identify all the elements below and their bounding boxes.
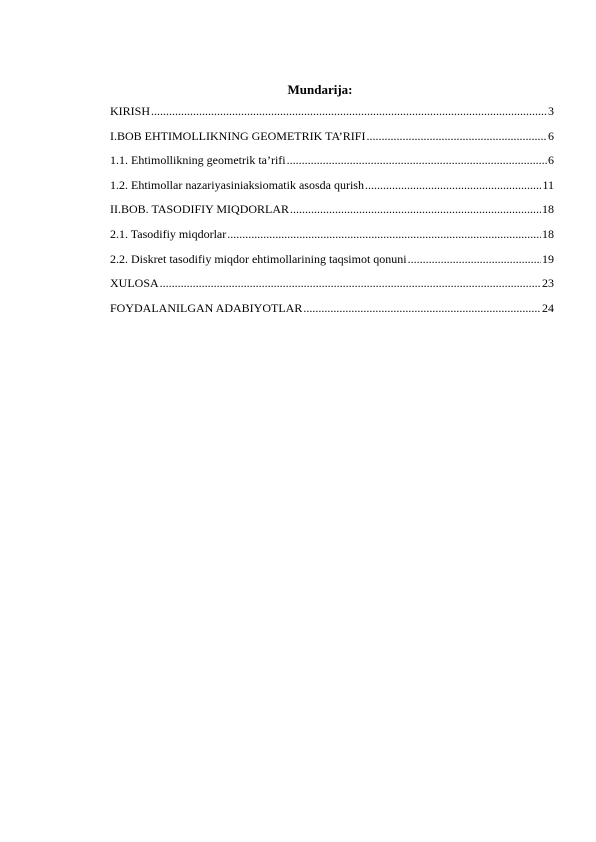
toc-entry-chapter-2 <box>110 201 554 226</box>
toc-dot-leader <box>290 201 541 217</box>
toc-entry-page: 6 <box>548 128 554 143</box>
toc-entry-page: 11 <box>542 177 554 192</box>
toc-entry-label: FOYDALANILGAN ADABIYOTLAR <box>110 300 303 315</box>
toc-entry-page: 6 <box>548 153 554 168</box>
toc-entry-label: 1.1. Ehtimollikning geometrik ta’rifi <box>110 153 286 168</box>
toc-entry-section-1-1 <box>110 152 554 177</box>
toc-entry-section-2-2 <box>110 251 554 276</box>
toc-title: Mundarija: <box>287 82 353 97</box>
toc-dot-leader <box>287 152 547 168</box>
toc-entry-label: II.BOB. TASODIFIY MIQDORLAR <box>110 202 290 217</box>
toc-entry-label: 1.2. Ehtimollar nazariyasiniaksiomatik asosda qurish <box>110 177 364 192</box>
toc-entry-section-1-2 <box>110 177 554 202</box>
toc-entry-kirish <box>110 103 554 128</box>
toc-dot-leader <box>303 300 541 316</box>
toc-entry-xulosa <box>110 275 554 300</box>
toc-entry-label: KIRISH <box>110 104 151 118</box>
toc-dot-leader <box>160 275 541 291</box>
toc-entry-page: 3 <box>548 104 554 118</box>
toc-entry-label: I.BOB EHTIMOLLIKNING GEOMETRIK TA’RIFI <box>110 128 366 143</box>
toc-entry-page: 19 <box>542 251 554 266</box>
toc-entry-page: 23 <box>542 276 554 291</box>
toc-dot-leader <box>151 103 547 119</box>
table-of-contents <box>110 103 554 324</box>
toc-entry-page: 18 <box>542 202 554 217</box>
toc-dot-leader <box>366 128 547 144</box>
toc-dot-leader <box>227 226 541 242</box>
toc-entry-label: 2.2. Diskret tasodifiy miqdor ehtimollarining taqsimot qonuni <box>110 251 407 266</box>
toc-dot-leader <box>365 177 541 193</box>
toc-entry-page: 18 <box>542 226 554 241</box>
toc-entry-label: 2.1. Tasodifiy miqdorlar <box>110 226 227 241</box>
toc-entry-section-2-1 <box>110 226 554 251</box>
toc-entry-page: 24 <box>542 300 554 315</box>
toc-dot-leader <box>408 251 541 267</box>
toc-entry-references <box>110 300 554 325</box>
toc-entry-label: XULOSA <box>110 276 159 291</box>
toc-entry-chapter-1 <box>110 128 554 153</box>
